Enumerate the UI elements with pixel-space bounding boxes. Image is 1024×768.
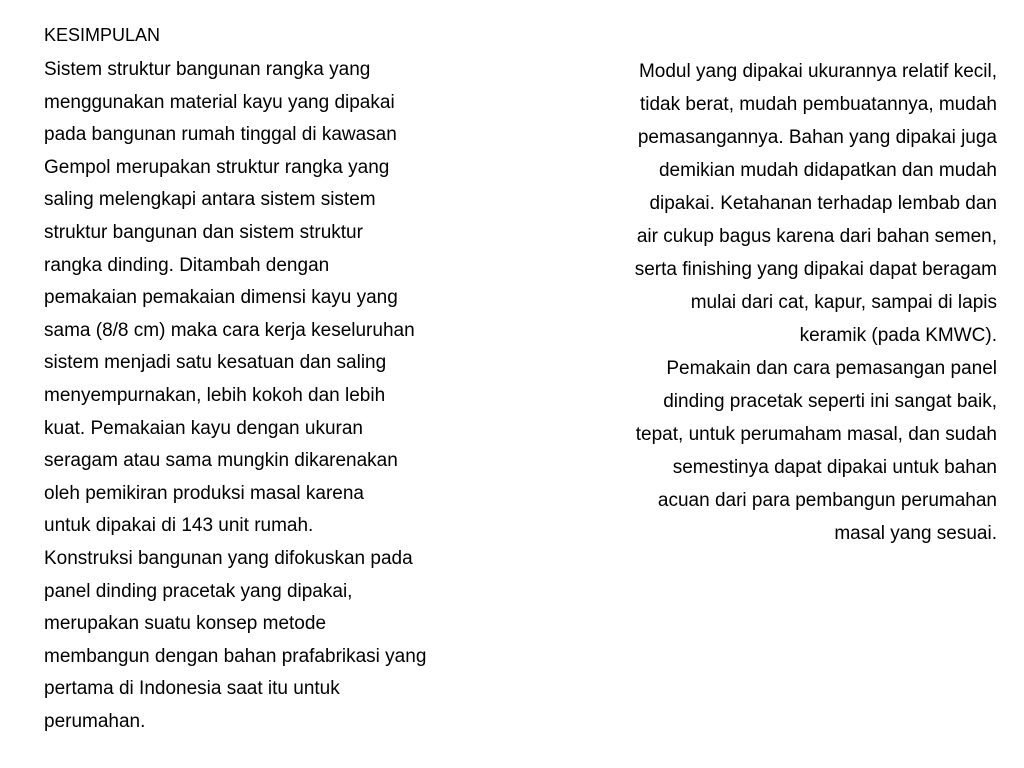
conclusion-left-column (44, 22, 544, 738)
left-text-line: membangun dengan bahan prafabrikasi yang (44, 645, 427, 667)
right-text-line: Pemakain dan cara pemasangan panel (666, 358, 997, 379)
conclusion-right-column (547, 58, 997, 553)
left-text-line: kuat. Pemakaian kayu dengan ukuran (44, 417, 363, 439)
left-text-line: saling melengkapi antara sistem sistem (44, 189, 376, 211)
right-text-line: Modul yang dipakai ukurannya relatif kecil, (638, 61, 997, 82)
left-text-line: menyempurnakan, lebih kokoh dan lebih (44, 384, 386, 406)
left-text-line: pada bangunan rumah tinggal di kawasan (44, 124, 397, 146)
left-text-line: untuk dipakai di 143 unit rumah. (44, 515, 314, 537)
left-text-line: pemakaian pemakaian dimensi kayu yang (44, 287, 398, 309)
left-text-line: perumahan. (44, 710, 146, 732)
right-text-line: acuan dari para pembangun perumahan (657, 490, 997, 511)
right-text-line: masal yang sesuai. (834, 523, 997, 544)
left-paragraph (44, 54, 544, 738)
left-text-line: panel dinding pracetak yang dipakai, (44, 580, 353, 602)
left-text-line: pertama di Indonesia saat itu untuk (44, 678, 340, 700)
right-text-line: tepat, untuk perumaham masal, dan sudah (635, 424, 997, 445)
left-text-line: Sistem struktur bangunan rangka yang (44, 59, 371, 80)
right-text-line: dipakai. Ketahanan terhadap lembab dan (649, 193, 997, 214)
left-text-line: Konstruksi bangunan yang difokuskan pada (44, 547, 413, 569)
right-text-line: air cukup bagus karena dari bahan semen, (636, 226, 997, 247)
left-text-line: seragam atau sama mungkin dikarenakan (44, 450, 398, 472)
right-text-line: serta finishing yang dipakai dapat beragam (634, 259, 997, 280)
right-text-line: demikian mudah didapatkan dan mudah (658, 160, 997, 181)
right-text-line: keramik (pada KMWC). (799, 325, 997, 346)
left-text-line: menggunakan material kayu yang dipakai (44, 91, 395, 113)
left-text-line: sama (8/8 cm) maka cara kerja keseluruhan (44, 319, 415, 341)
left-text-line: struktur bangunan dan sistem struktur (44, 221, 363, 243)
right-text-line: pemasangannya. Bahan yang dipakai juga (637, 127, 997, 148)
right-text-line: dinding pracetak seperti ini sangat baik, (663, 391, 997, 412)
right-text-line: mulai dari cat, kapur, sampai di lapis (690, 292, 997, 313)
left-text-line: rangka dinding. Ditambah dengan (44, 254, 330, 276)
left-text-line: sistem menjadi satu kesatuan dan saling (44, 352, 387, 374)
conclusion-heading: KESIMPULAN (44, 25, 161, 45)
right-text-line: semestinya dapat dipakai untuk bahan (672, 457, 997, 478)
left-text-line: oleh pemikiran produksi masal karena (44, 482, 364, 504)
right-text-line: tidak berat, mudah pembuatannya, mudah (639, 94, 997, 115)
left-text-line: Gempol merupakan struktur rangka yang (44, 156, 390, 178)
left-text-line: merupakan suatu konsep metode (44, 613, 327, 635)
